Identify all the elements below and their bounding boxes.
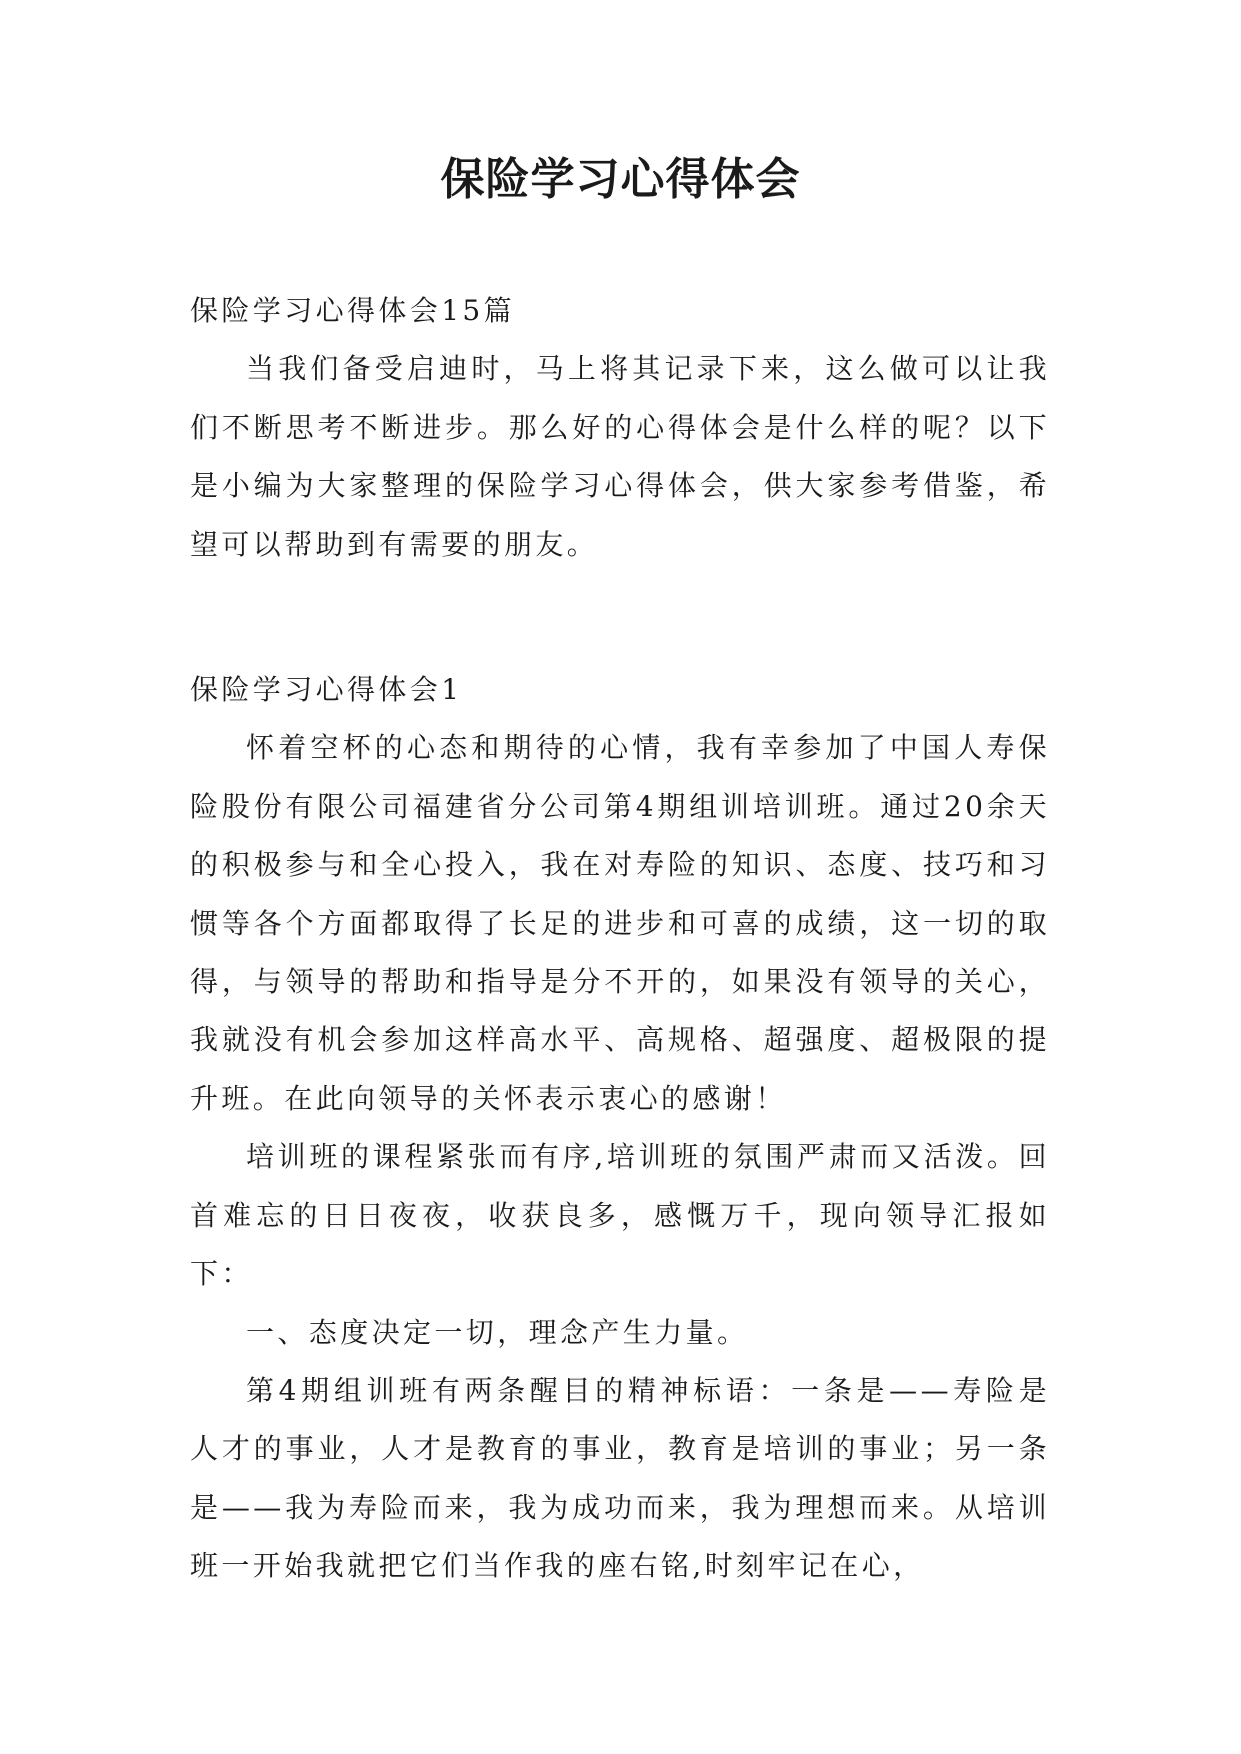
intro-paragraph: 当我们备受启迪时，马上将其记录下来，这么做可以让我们不断思考不断进步。那么好的心得体会是什么样的呢？以下是小编为大家整理的保险学习心得体会，供大家参考借鉴，希望可以帮助到有需要的朋友。 bbox=[190, 352, 1050, 561]
body-paragraph: 怀着空杯的心态和期待的心情，我有幸参加了中国人寿保险股份有限公司福建省分公司第4期组训培训班。通过20余天的积极参与和全心投入，我在对寿险的知识、态度、技巧和习惯等各个方面都取得了长足的进步和可喜的成绩，这一切的取得，与领导的帮助和指导是分不开的，如果没有领导的关心，我就没有机会参加这样高水平、高规格、超强度、超极限的提升班。在此向领导的关怀表示衷心的感谢！ bbox=[190, 731, 1050, 1115]
section-heading: 保险学习心得体会1 bbox=[190, 673, 463, 707]
point-heading: 一、态度决定一切，理念产生力量。 bbox=[246, 1315, 749, 1349]
section-gap bbox=[190, 574, 1050, 661]
body-paragraph: 第4期组训班有两条醒目的精神标语：一条是——寿险是人才的事业，人才是教育的事业，教育是培训的事业；另一条是——我为寿险而来，我为成功而来，我为理想而来。从培训班一开始我就把它们当作我的座右铭,时刻牢记在心， bbox=[190, 1373, 1050, 1583]
document-body bbox=[190, 282, 1050, 1596]
body-paragraph: 培训班的课程紧张而有序,培训班的氛围严肃而又活泼。回首难忘的日日夜夜，收获良多，感慨万千，现向领导汇报如下： bbox=[190, 1140, 1050, 1291]
document-title: 保险学习心得体会 bbox=[440, 154, 801, 205]
document-subtitle: 保险学习心得体会15篇 bbox=[190, 294, 516, 327]
